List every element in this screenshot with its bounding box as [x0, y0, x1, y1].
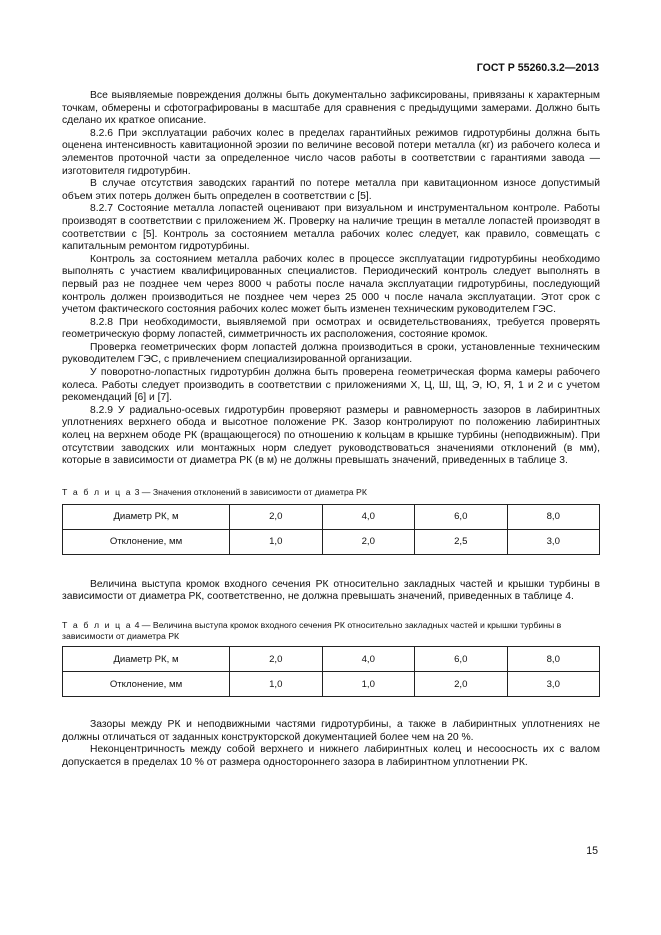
- table-row: [63, 647, 600, 672]
- table-cell: 2,0: [230, 504, 323, 529]
- paragraph: В случае отсутствия заводских гарантий по потере металла при кавитационном износе допустимый объем этих потерь должен быть определен в соответствии с [5].: [62, 178, 600, 202]
- table-label: Т а б л и ц а: [62, 620, 133, 630]
- paragraph: Зазоры между РК и неподвижными частями гидротурбины, а также в лабиринтных уплотнениях не должны отличаться от заданных конструкторской документацией более чем на 20 %.: [62, 719, 600, 743]
- table-cell: 1,0: [230, 529, 323, 554]
- table-cell: 4,0: [322, 647, 415, 672]
- table-row: [63, 529, 600, 554]
- table-label: Т а б л и ц а: [62, 486, 133, 497]
- paragraph: Проверка геометрических форм лопастей должна производиться в сроки, установленные техническим руководителем ГЭС, с привлечением специализированной организации.: [62, 341, 600, 366]
- table-cell: Диаметр РК, м: [63, 647, 230, 672]
- table-cell: 2,0: [230, 647, 323, 672]
- table-cell: Диаметр РК, м: [63, 504, 230, 529]
- table-cell: 8,0: [507, 647, 600, 672]
- table-cell: Отклонение, мм: [63, 672, 230, 697]
- paragraph: Все выявляемые повреждения должны быть документально зафиксированы, привязаны к характерным точкам, обмерены и сфотографированы в масштабе для сравнения с предыдущими замерами. Должно быть сделано их краткое описание.: [62, 90, 600, 127]
- table-cell: 6,0: [415, 647, 508, 672]
- paragraph: Величина выступа кромок входного сечения РК относительно закладных частей и крышки турбины в зависимости от диаметра РК, соответственно, не должна превышать значений, приведенных в таблице 4.: [62, 578, 600, 603]
- table-3: [62, 504, 600, 555]
- table-caption-text: 4 — Величина выступа кромок входного сечения РК относительно закладных частей и крышки турбины в зависимости от диаметра РК: [62, 620, 562, 641]
- table3-caption: [62, 487, 600, 498]
- table-row: [63, 672, 600, 697]
- table-cell: 4,0: [322, 504, 415, 529]
- paragraph: 8.2.7 Состояние металла лопастей оценивают при визуальном и инструментальном контроле. Работы производят в соответствии с приложением Ж. Проверку на наличие трещин в металле лопастей производят в соответствии с [5]. Контроль за состоянием металла рабочих колес следует, как правило, совмещать с капитальным ремонтом гидротурбины.: [62, 203, 600, 253]
- table-cell: 3,0: [507, 529, 600, 554]
- table-cell: Отклонение, мм: [63, 529, 230, 554]
- table-row: [63, 504, 600, 529]
- table-cell: 3,0: [507, 672, 600, 697]
- paragraph: 8.2.8 При необходимости, выявляемой при осмотрах и освидетельствованиях, требуется проверять геометрическую форму лопастей, симметричность их расположения, состояние кромок.: [62, 316, 600, 341]
- standard-header: ГОСТ Р 55260.3.2—2013: [476, 62, 599, 74]
- table-cell: 2,0: [322, 529, 415, 554]
- table-cell: 8,0: [507, 504, 600, 529]
- table-cell: 1,0: [230, 672, 323, 697]
- table-cell: 1,0: [322, 672, 415, 697]
- page-number: 15: [586, 845, 598, 857]
- document-body: [62, 90, 600, 769]
- paragraph: 8.2.6 При эксплуатации рабочих колес в пределах гарантийных режимов гидротурбины должна быть оценена интенсивность кавитационной эрозии по величине весовой потери металла (кг) из рабочего колеса и элементов проточной части за определенное число часов работы в соответствии с гарантиями завода — изготовителя гидротурбин.: [62, 127, 600, 177]
- table4-caption: [62, 620, 600, 642]
- paragraph: У поворотно-лопастных гидротурбин должна быть проверена геометрическая форма камеры рабочего колеса. Работы следует производить в соответствии с приложениями Х, Ц, Ш, Щ, Э, Ю, Я, 1 и 2 и с учетом рекомендаций [6] и [7].: [62, 367, 600, 404]
- paragraph: Неконцентричность между собой верхнего и нижнего лабиринтных колец и несоосность их с валом допускается в пределах 10 % от размера одностороннего зазора в лабиринтном уплотнении РК.: [62, 744, 600, 768]
- table-cell: 2,5: [415, 529, 508, 554]
- table-cell: 6,0: [415, 504, 508, 529]
- paragraph: Контроль за состоянием металла рабочих колес в процессе эксплуатации гидротурбины необходимо выполнять с участием квалифицированных специалистов. Периодический контроль следует выполнять в первый раз не позднее чем через 8000 ч работы после начала эксплуатации гидротурбины, последующий контроль должен производиться не позднее чем через 25 000 ч после начала эксплуатации. Этот срок с учетом фактического состояния рабочих колес может быть изменен техническим руководителем ГЭС.: [62, 253, 600, 316]
- table-caption-text: 3 — Значения отклонений в зависимости от диаметра РК: [134, 486, 367, 497]
- paragraph: 8.2.9 У радиально-осевых гидротурбин проверяют размеры и равномерность зазоров в лабиринтных уплотнениях верхнего обода и высотное положение РК. Зазор контролируют по положению лабиринтных колец на верхнем ободе РК (вращающегося) по отношению к кольцам в крышке турбины (неподвижным). При отсутствии заводских или монтажных норм следует руководствоваться значениями отклонений (в мм), которые в зависимости от диаметра РК (в м) не должны превышать значений, приведенных в таблице 3.: [62, 404, 600, 467]
- table-4: [62, 646, 600, 697]
- table-cell: 2,0: [415, 672, 508, 697]
